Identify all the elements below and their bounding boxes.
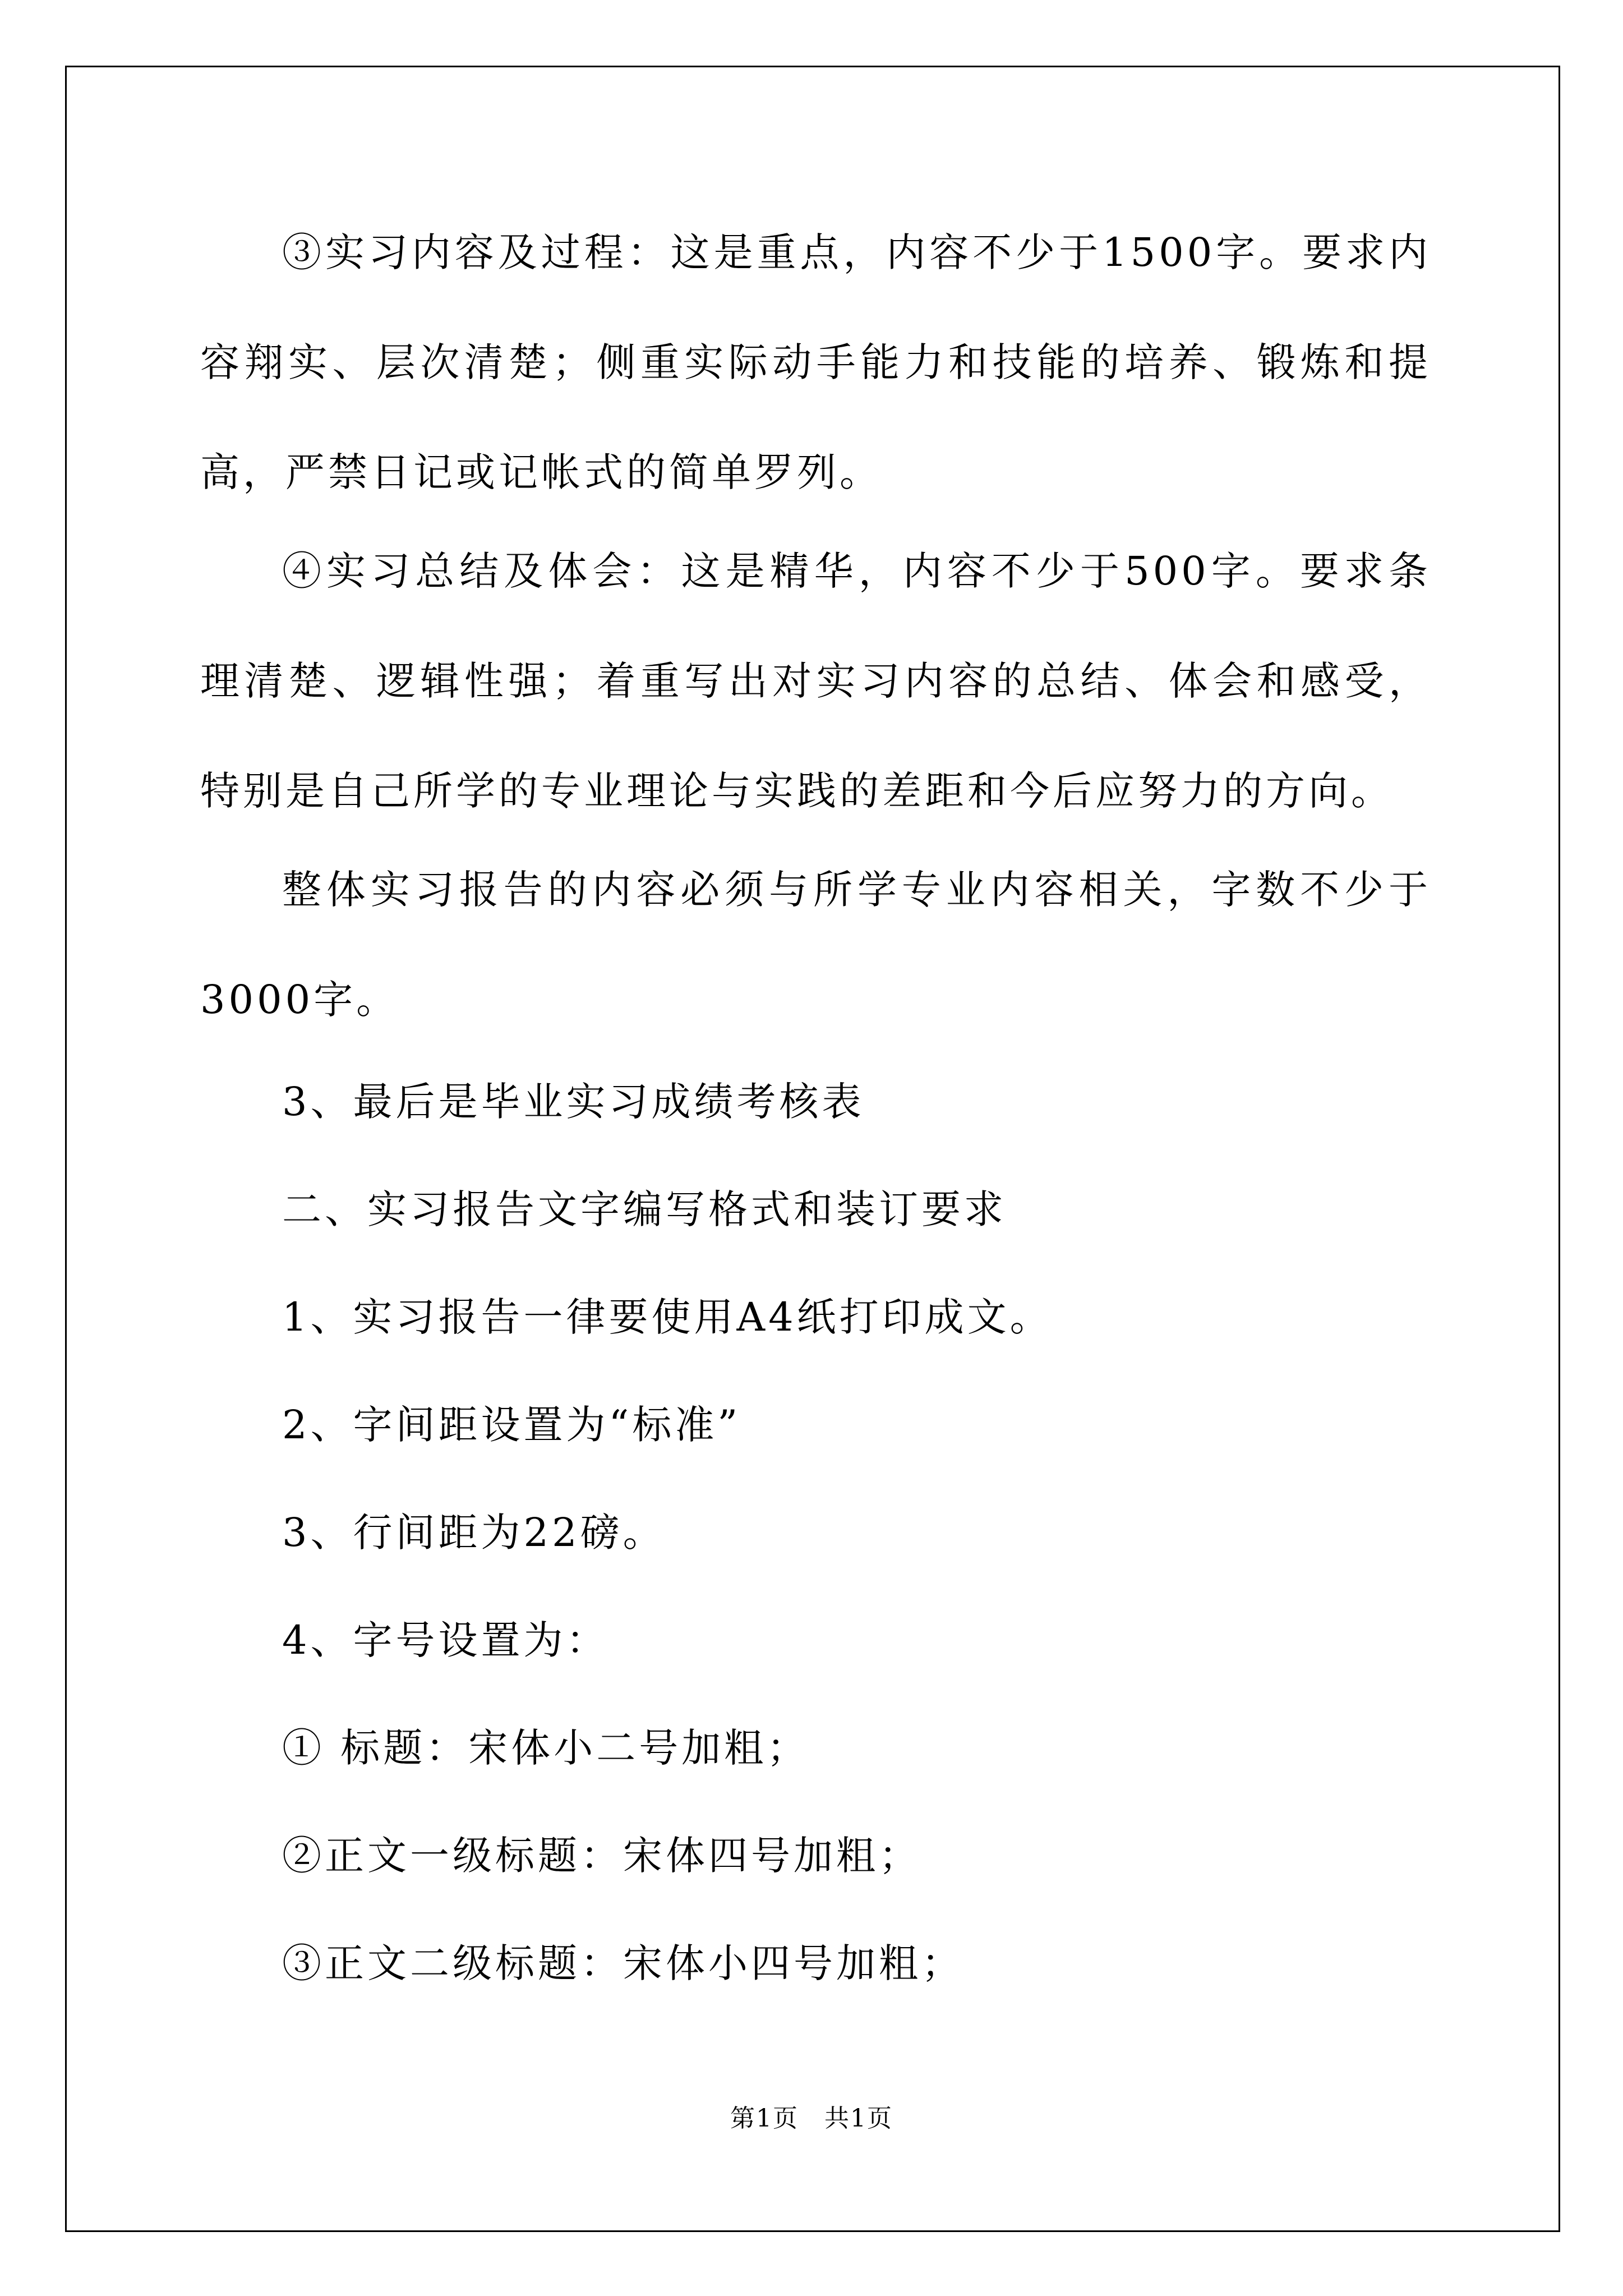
paragraph-font-size: 4、字号设置为： xyxy=(282,1617,609,1663)
paragraph-assessment-form: 3、最后是毕业实习成绩考核表 xyxy=(282,1079,865,1125)
paragraph-internship-summary: ④实习总结及体会：这是精华，内容不少于500字。要求条理清楚、逻辑性强；着重写出对实习内容的总结、体会和感受，特别是自己所学的专业理论与实践的差距和今后应努力的方向。 xyxy=(200,548,1431,814)
paragraph-char-spacing: 2、字间距设置为“标准” xyxy=(282,1402,741,1448)
paragraph-internship-process: ③实习内容及过程：这是重点，内容不少于1500字。要求内容翔实、层次清楚；侧重实际动手能力和技能的培养、锻炼和提高，严禁日记或记帐式的简单罗列。 xyxy=(200,229,1431,495)
paragraph-level1-heading: ②正文一级标题：宋体四号加粗； xyxy=(282,1833,921,1879)
paragraph-title-style: ① 标题：宋体小二号加粗； xyxy=(282,1725,810,1771)
paragraph-line-spacing: 3、行间距为22磅。 xyxy=(282,1510,666,1556)
paragraph-level2-heading: ③正文二级标题：宋体小四号加粗； xyxy=(282,1940,964,1986)
paragraph-report-requirement: 整体实习报告的内容必须与所学专业内容相关，字数不少于3000字。 xyxy=(200,867,1431,1023)
page-footer: 第1页 共1页 xyxy=(730,2104,893,2133)
section-heading-format: 二、实习报告文字编写格式和装订要求 xyxy=(282,1186,1007,1232)
paragraph-a4-print: 1、实习报告一律要使用A4纸打印成文。 xyxy=(282,1294,1053,1340)
